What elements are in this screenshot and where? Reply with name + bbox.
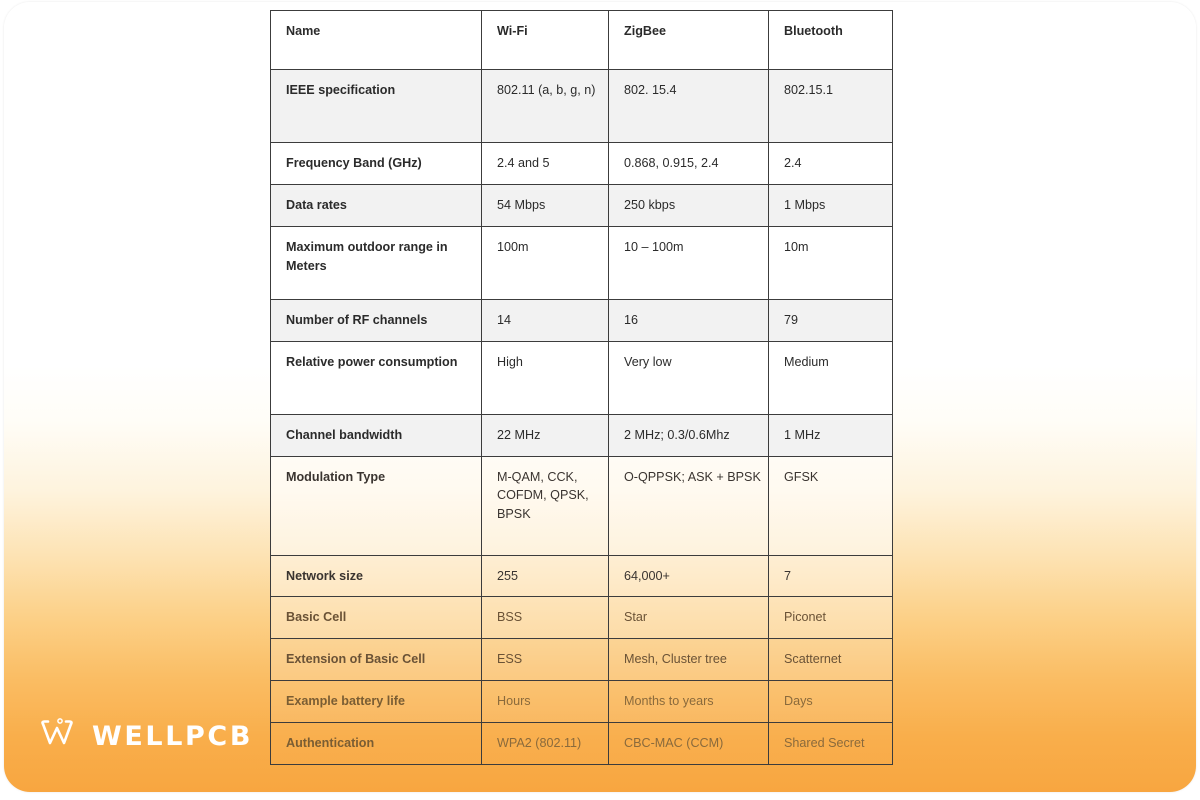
cell-zigbee: 2 MHz; 0.3/0.6Mhz	[609, 414, 769, 456]
cell-zigbee: O-QPPSK; ASK + BPSK	[609, 456, 769, 555]
page-card	[4, 2, 1196, 792]
row-label: Authentication	[271, 723, 482, 765]
brand-logo	[38, 717, 253, 756]
cell-wifi: 802.11 (a, b, g, n)	[482, 70, 609, 143]
row-label: IEEE specification	[271, 70, 482, 143]
cell-wifi: M-QAM, CCK, COFDM, QPSK, BPSK	[482, 456, 609, 555]
table-row	[271, 184, 893, 226]
column-header-name: Name	[271, 11, 482, 70]
cell-wifi: 14	[482, 299, 609, 341]
column-header-wifi: Wi-Fi	[482, 11, 609, 70]
column-header-bluetooth: Bluetooth	[769, 11, 893, 70]
row-label: Frequency Band (GHz)	[271, 143, 482, 185]
row-label: Modulation Type	[271, 456, 482, 555]
cell-bluetooth: Days	[769, 681, 893, 723]
cell-zigbee: 250 kbps	[609, 184, 769, 226]
comparison-table-container	[270, 10, 896, 765]
cell-zigbee: 802. 15.4	[609, 70, 769, 143]
cell-zigbee: 10 – 100m	[609, 226, 769, 299]
cell-wifi: 22 MHz	[482, 414, 609, 456]
table-row	[271, 70, 893, 143]
table-row	[271, 414, 893, 456]
wireless-protocol-comparison-table	[270, 10, 893, 765]
cell-bluetooth: 79	[769, 299, 893, 341]
cell-wifi: 2.4 and 5	[482, 143, 609, 185]
table-row	[271, 681, 893, 723]
cell-wifi: 255	[482, 555, 609, 597]
table-row	[271, 555, 893, 597]
cell-bluetooth: 2.4	[769, 143, 893, 185]
cell-wifi: 54 Mbps	[482, 184, 609, 226]
cell-zigbee: 0.868, 0.915, 2.4	[609, 143, 769, 185]
row-label: Example battery life	[271, 681, 482, 723]
cell-zigbee: Star	[609, 597, 769, 639]
cell-bluetooth: Shared Secret	[769, 723, 893, 765]
table-row	[271, 341, 893, 414]
cell-wifi: 100m	[482, 226, 609, 299]
cell-zigbee: Months to years	[609, 681, 769, 723]
cell-bluetooth: 1 MHz	[769, 414, 893, 456]
cell-bluetooth: 802.15.1	[769, 70, 893, 143]
table-row	[271, 723, 893, 765]
cell-bluetooth: 7	[769, 555, 893, 597]
row-label: Basic Cell	[271, 597, 482, 639]
cell-zigbee: Very low	[609, 341, 769, 414]
table-row	[271, 456, 893, 555]
cell-bluetooth: Piconet	[769, 597, 893, 639]
cell-wifi: ESS	[482, 639, 609, 681]
brand-wordmark: WELLPCB	[92, 721, 254, 752]
row-label: Channel bandwidth	[271, 414, 482, 456]
cell-zigbee: 16	[609, 299, 769, 341]
table-row	[271, 299, 893, 341]
cell-bluetooth: GFSK	[769, 456, 893, 555]
cell-zigbee: 64,000+	[609, 555, 769, 597]
cell-zigbee: CBC-MAC (CCM)	[609, 723, 769, 765]
row-label: Maximum outdoor range in Meters	[271, 226, 482, 299]
row-label: Number of RF channels	[271, 299, 482, 341]
cell-bluetooth: Scatternet	[769, 639, 893, 681]
cell-bluetooth: 1 Mbps	[769, 184, 893, 226]
cell-wifi: BSS	[482, 597, 609, 639]
cell-wifi: WPA2 (802.11)	[482, 723, 609, 765]
table-header-row	[271, 11, 893, 70]
column-header-zigbee: ZigBee	[609, 11, 769, 70]
cell-bluetooth: Medium	[769, 341, 893, 414]
table-row	[271, 143, 893, 185]
cell-bluetooth: 10m	[769, 226, 893, 299]
cell-zigbee: Mesh, Cluster tree	[609, 639, 769, 681]
cell-wifi: High	[482, 341, 609, 414]
cell-wifi: Hours	[482, 681, 609, 723]
table-row	[271, 639, 893, 681]
wellpcb-w-logo-icon	[38, 717, 82, 756]
row-label: Network size	[271, 555, 482, 597]
table-row	[271, 226, 893, 299]
row-label: Data rates	[271, 184, 482, 226]
row-label: Relative power consumption	[271, 341, 482, 414]
row-label: Extension of Basic Cell	[271, 639, 482, 681]
table-row	[271, 597, 893, 639]
